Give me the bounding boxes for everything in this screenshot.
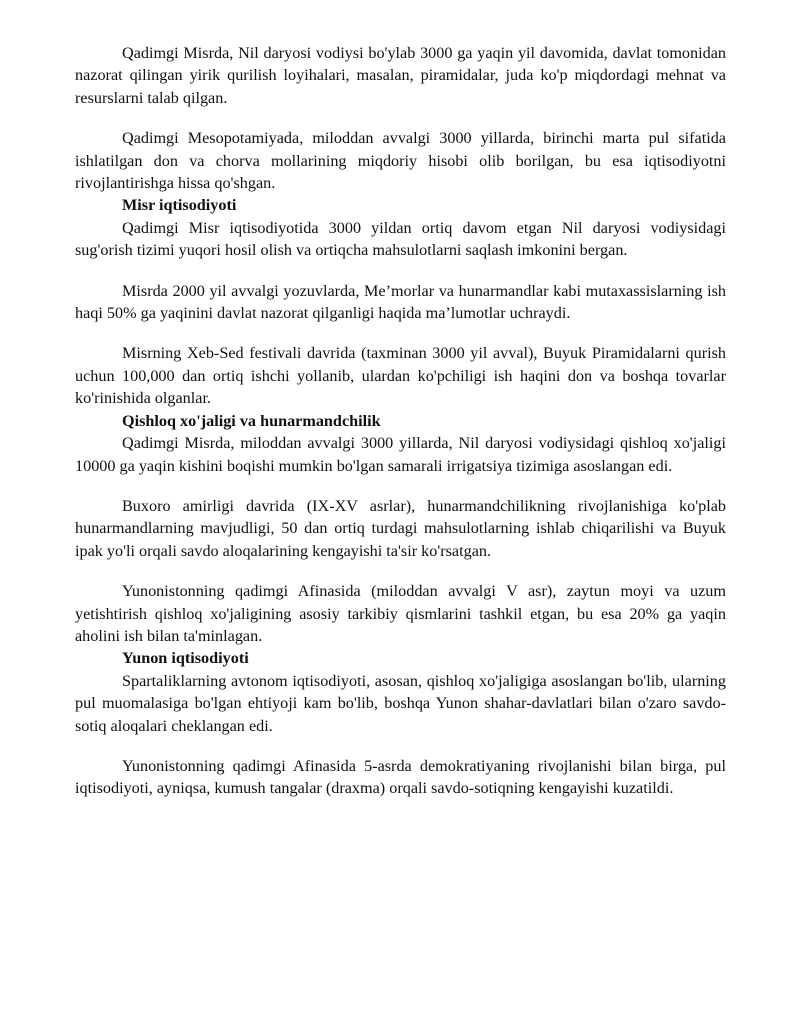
paragraph-bukhara-crafts: Buxoro amirligi davrida (IX-XV asrlar), hunarmandchilikning rivojlanishiga ko'plab hunarmandlarning mavjudligi, 50 dan ortiq turdagi mahsulotlarning ishlab chiqarilishi va Buyuk ipak yo'li orqali savdo aloqalarining kengayishi ta'sir ko'rsatgan. bbox=[75, 496, 726, 560]
document-page bbox=[75, 42, 726, 800]
paragraph-egypt-agriculture: Qadimgi Misrda, miloddan avvalgi 3000 yillarda, Nil daryosi vodiysidagi qishloq xo'jaligi 10000 ga yaqin kishini boqishi mumkin bo'lgan samarali irrigatsiya tizimiga asoslangan edi. bbox=[75, 434, 726, 475]
paragraph-egypt-irrigation: Qadimgi Misr iqtisodiyotida 3000 yildan ortiq davom etgan Nil daryosi vodiysidagi sug'orish tizimi yuqori hosil olish va ortiqcha mahsulotlarni saqlash imkonini bergan. bbox=[75, 218, 726, 260]
paragraph-sparta-economy: Spartaliklarning avtonom iqtisodiyoti, asosan, qishloq xo'jaligiga asoslangan bo'lib, ularning pul muomalasiga bo'lgan ehtiyoji kam bo'lib, boshqa Yunon shahar-davlatlari bilan o'zaro savdo-sotiq aloqalari cheklangan edi. bbox=[75, 671, 726, 735]
paragraph-athens-agriculture: Yunonistonning qadimgi Afinasida (miloddan avvalgi V asr), zaytun moyi va uzum yetishtirish qishloq xo'jaligining asosiy tarkibiy qismlarini tashkil etgan, bu esa 20% ga yaqin aholini ish bilan ta'minlagan. bbox=[75, 582, 726, 645]
paragraph-egypt-wages: Misrda 2000 yil avvalgi yozuvlarda, Me’morlar va hunarmandlar kabi mutaxassislarning ish haqi 50% ga yaqinini davlat nazorat qilganligi haqida ma’lumotlar uchraydi. bbox=[75, 281, 726, 323]
heading-egypt-economy: Misr iqtisodiyoti bbox=[122, 196, 237, 215]
paragraph-athens-money: Yunonistonning qadimgi Afinasida 5-asrda demokratiyaning rivojlanishi bilan birga, pul iqtisodiyoti, ayniqsa, kumush tangalar (draxma) orqali savdo-sotiqning kengayishi kuzatildi. bbox=[75, 756, 726, 798]
paragraph-mesopotamia-money: Qadimgi Mesopotamiyada, miloddan avvalgi 3000 yillarda, birinchi marta pul sifatida ishlatilgan don va chorva mollarining miqdoriy hisobi olib borilgan, bu esa iqtisodiyotni rivojlantirishga hissa qo'shgan. bbox=[75, 129, 726, 193]
paragraph-heb-sed-festival: Misrning Xeb-Sed festivali davrida (taxminan 3000 yil avval), Buyuk Piramidalarni qurish uchun 100,000 dan ortiq ishchi yollanib, ulardan ko'pchiligi ish haqini don va boshqa tovarlar ko'rinishida olganlar. bbox=[75, 344, 726, 408]
heading-agriculture-crafts: Qishloq xo'jaligi va hunarmandchilik bbox=[122, 411, 381, 430]
paragraph-egypt-construction: Qadimgi Misrda, Nil daryosi vodiysi bo'ylab 3000 ga yaqin yil davomida, davlat tomonidan nazorat qilingan yirik qurilish loyihalari, masalan, piramidalar, juda ko'p miqdordagi mehnat va resurslarni talab qilgan. bbox=[75, 44, 726, 107]
heading-greek-economy: Yunon iqtisodiyoti bbox=[122, 649, 249, 668]
